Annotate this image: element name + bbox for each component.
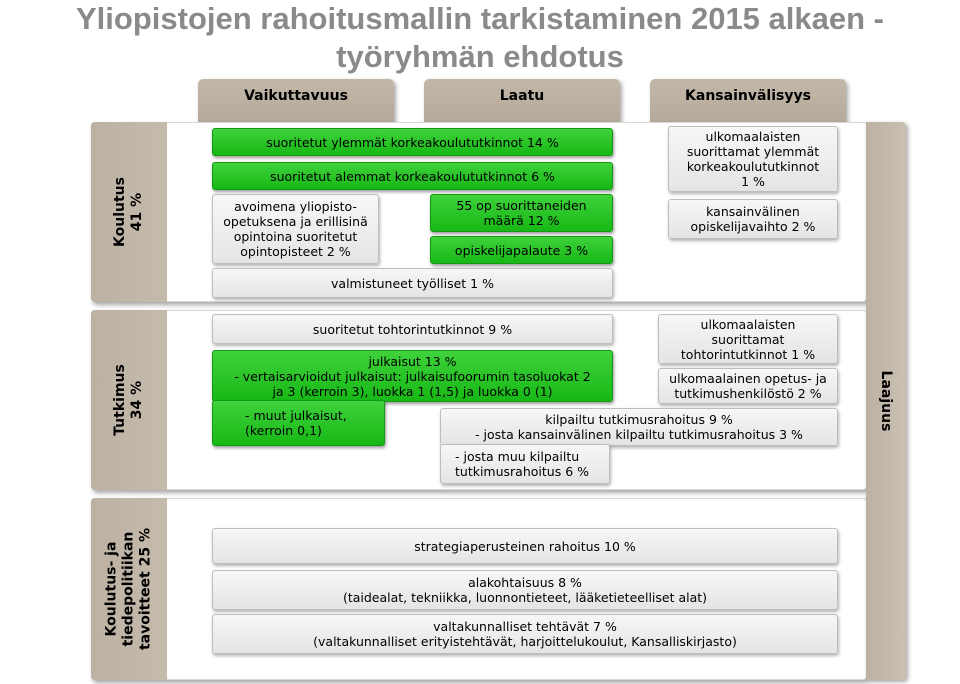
page-title-line1: Yliopistojen rahoitusmallin tarkistaminen 2015 alkaen - [76,1,884,36]
row-label-koulutus: Koulutus 41 % [112,177,145,247]
row-header-koulutus [91,122,167,302]
box-tyolliset: valmistuneet työlliset 1 % [212,268,613,298]
box-kilpailtu-rahoitus: kilpailtu tutkimusrahoitus 9 % - josta kansainvälinen kilpailtu tutkimusrahoitus 3 % [440,408,838,446]
box-muu-kilpailtu: - josta muu kilpailtu tutkimusrahoitus 6 % [440,444,610,484]
row-label-politiikka: Koulutus- ja tiedepolitiikan tavoitteet 25 % [103,527,154,651]
box-ulkomaalaiset-ylemmat: ulkomaalaisten suorittamat ylemmät korkeakoulututkinnot 1 % [668,126,838,192]
box-55op: 55 op suorittaneiden määrä 12 % [430,194,613,232]
box-tohtorintutkinnot: suoritetut tohtorintutkinnot 9 % [212,314,613,344]
box-opiskelijavaihto: kansainvälinen opiskelijavaihto 2 % [668,199,838,239]
box-strategiarahoitus: strategiaperusteinen rahoitus 10 % [212,528,838,564]
box-alemmat-tutkinnot: suoritetut alemmat korkeakoulututkinnot 6 % [212,162,613,190]
box-alakohtaisuus: alakohtaisuus 8 % (taidealat, tekniikka, luonnontieteet, lääketieteelliset alat) [212,570,838,610]
row-header-politiikka [91,498,167,680]
box-avoin-opetus: avoimena yliopisto- opetuksena ja erillisinä opintoina suoritetut opintopisteet 2 % [212,194,379,264]
box-julkaisut: julkaisut 13 % - vertaisarvioidut julkaisut: julkaisufoorumin tasoluokat 2 ja 3 (kerroin 3), luokka 1 (1,5) ja luokka 0 (1) [212,350,613,402]
box-valtakunnalliset-tehtavat: valtakunnalliset tehtävät 7 % (valtakunnalliset erityistehtävät, harjoittelukoulut, Kansalliskirjasto) [212,614,838,654]
box-ylemmat-tutkinnot: suoritetut ylemmät korkeakoulututkinnot 14 % [212,128,613,156]
box-muut-julkaisut: - muut julkaisut, (kerroin 0,1) [212,400,385,446]
column-header-laatu: Laatu [424,79,620,123]
side-label: Laajuus [878,370,894,432]
row-label-tutkimus: Tutkimus 34 % [112,364,145,436]
page-title-line2: työryhmän ehdotus [336,39,624,74]
box-ulkomaalainen-henkilosto: ulkomaalainen opetus- ja tutkimushenkilöstö 2 % [658,368,838,404]
side-header-laajuus [866,122,906,680]
box-ulkomaalaiset-tohtorit: ulkomaalaisten suorittamat tohtorintutkinnot 1 % [658,314,838,364]
column-header-vaikuttavuus: Vaikuttavuus [198,79,394,123]
row-header-tutkimus [91,310,167,490]
column-header-kansainvalisyys: Kansainvälisyys [650,79,846,123]
box-opiskelijapalaute: opiskelijapalaute 3 % [430,236,613,264]
